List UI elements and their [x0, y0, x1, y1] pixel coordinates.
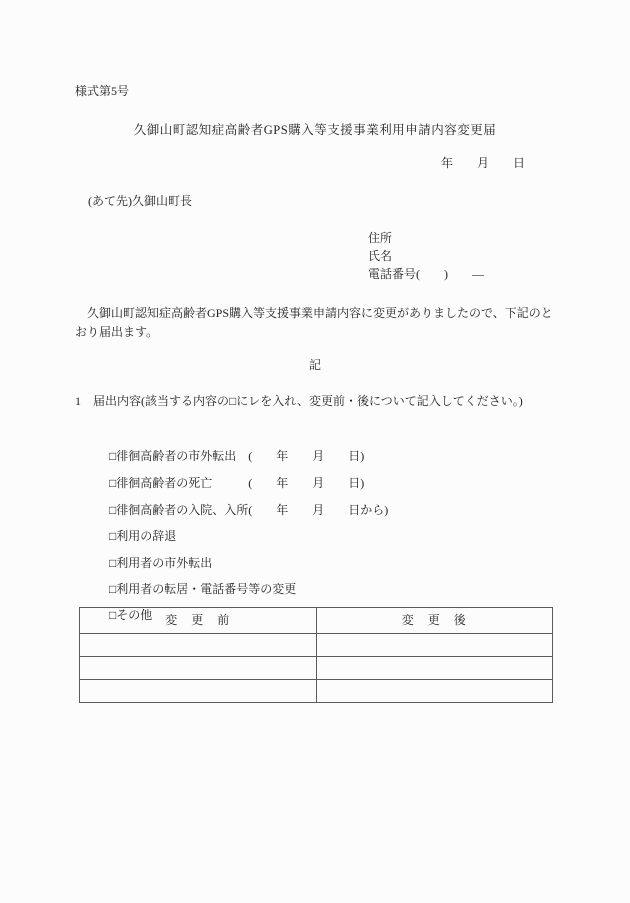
record-mark: 記 [308, 358, 321, 372]
checkbox-icon: □ [109, 529, 117, 543]
table-header-after: 変 更 後 [316, 608, 553, 634]
table-row [80, 680, 553, 703]
form-number: 様式第5号 [75, 84, 130, 98]
checkbox-label: 利用者の転居・電話番号等の変更 [116, 582, 297, 596]
table-cell-before [80, 680, 317, 703]
table-cell-before [80, 634, 317, 657]
checkbox-label: 利用者の市外転出 [116, 556, 213, 570]
date-line: 年 月 日 [441, 156, 526, 170]
phone-label: 電話番号( ) ― [368, 267, 484, 281]
change-table [79, 607, 553, 703]
checkbox-label: 徘徊高齢者の市外転出 ( 年 月 日) [116, 449, 365, 463]
addressee-line: (あて先)久御山町長 [88, 194, 192, 208]
body-text-line: おり届出ます。 [75, 325, 159, 339]
table-row [80, 634, 553, 657]
checkbox-icon: □ [109, 556, 117, 570]
name-label: 氏名 [368, 249, 393, 263]
checkbox-label: 徘徊高齢者の入院、入所( 年 月 日から) [116, 503, 389, 517]
checkbox-icon: □ [109, 449, 117, 463]
body-text-line: 久御山町認知症高齢者GPS購入等支援事業申請内容に変更がありましたので、下記のと [75, 306, 553, 320]
checkbox-icon: □ [109, 503, 117, 517]
checkbox-label: その他 [116, 608, 153, 622]
table-cell-after [316, 680, 553, 703]
table-header-before: 変 更 前 [80, 608, 317, 634]
table-row [80, 657, 553, 680]
page-title: 久御山町認知症高齢者GPS購入等支援事業利用申請内容変更届 [133, 123, 497, 137]
checkbox-icon: □ [109, 476, 117, 490]
checkbox-icon: □ [109, 582, 117, 596]
checkbox-icon: □ [109, 608, 117, 622]
section1-heading: 1 届出内容(該当する内容の□にレを入れ、変更前・後について記入してください。) [75, 394, 523, 408]
address-label: 住所 [368, 231, 393, 245]
table-cell-before [80, 657, 317, 680]
table-cell-after [316, 657, 553, 680]
checkbox-label: 利用の辞退 [116, 529, 177, 543]
table-header-row [80, 608, 553, 634]
checkbox-label: 徘徊高齢者の死亡 ( 年 月 日) [116, 476, 365, 490]
table-cell-after [316, 634, 553, 657]
